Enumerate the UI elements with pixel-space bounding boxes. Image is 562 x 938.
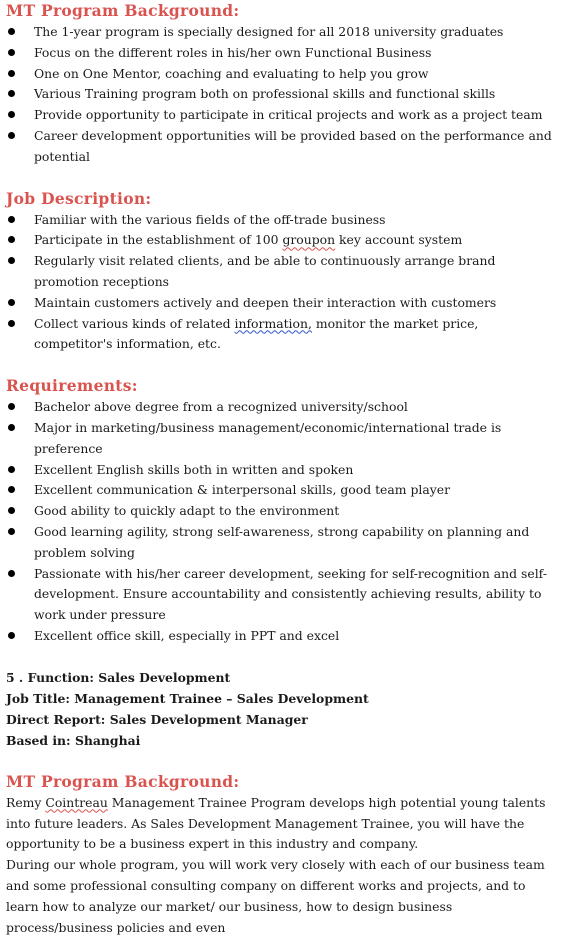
list-item: Excellent English skills both in written and spoken: [0, 460, 562, 481]
list-item: Various Training program both on professional skills and functional skills: [0, 84, 562, 105]
program-paragraph-2: During our whole program, you will work very closely with each of our business team and some professional consulting company on different works and projects, and to learn how to analyze our market/ our business, how to design business process/business policies and even: [6, 857, 545, 935]
list-item: Career development opportunities will be provided based on the performance and potential: [0, 126, 562, 168]
list-item: Focus on the different roles in his/her own Functional Business: [0, 43, 562, 64]
list-item: Major in marketing/business management/economic/international trade is preference: [0, 418, 562, 460]
direct-report-line: Direct Report: Sales Development Manager: [6, 711, 308, 727]
bullet-icon: [8, 257, 15, 264]
mt-program-heading-2: MT Program Background:: [6, 771, 240, 791]
based-in-line: Based in: Shanghai: [6, 732, 141, 748]
list-item: The 1-year program is specially designed for all 2018 university graduates: [0, 22, 562, 43]
job-title-line: Job Title: Management Trainee – Sales Development: [6, 690, 369, 706]
function-line: 5 . Function: Sales Development: [6, 669, 231, 685]
list-item: Passionate with his/her career development, seeking for self-recognition and self-development. Ensure accountability and consistently achieving results, ability to work under pressure: [0, 564, 562, 626]
mt-program-heading: MT Program Background:: [6, 1, 240, 20]
bullet-icon: [8, 466, 15, 473]
program-paragraph-1: Remy Cointreau Management Trainee Program develops high potential young talents into future leaders. As Sales Development Management Trainee, you will have the opportunity to be a business expert in this industry and company.: [6, 794, 546, 852]
bullet-icon: [8, 528, 15, 535]
list-item: Good ability to quickly adapt to the environment: [0, 501, 562, 522]
bullet-icon: [8, 570, 15, 577]
bullet-icon: [8, 403, 15, 410]
list-item: Bachelor above degree from a recognized university/school: [0, 397, 562, 418]
list-item: Participate in the establishment of 100 groupon key account system: [0, 230, 562, 251]
list-item: Provide opportunity to participate in critical projects and work as a project team: [0, 105, 562, 126]
bullet-icon: [8, 216, 15, 223]
grammar-check-word: information,: [234, 315, 312, 331]
bullet-icon: [8, 424, 15, 431]
spellcheck-word: groupon: [282, 232, 336, 248]
bullet-icon: [8, 49, 15, 56]
list-item: Regularly visit related clients, and be able to continuously arrange brand promotion receptions: [0, 251, 562, 293]
requirements-heading: Requirements:: [6, 376, 138, 396]
job-description-heading: Job Description:: [6, 188, 152, 208]
bullet-icon: [8, 507, 15, 514]
list-item: Excellent office skill, especially in PPT and excel: [0, 626, 562, 647]
bullet-icon: [8, 132, 15, 139]
bullet-icon: [8, 111, 15, 118]
mt-program-bullet-list: [0, 22, 562, 168]
bullet-icon: [8, 486, 15, 493]
job-description-bullet-list: [0, 210, 562, 356]
bullet-icon: [8, 90, 15, 97]
bullet-icon: [8, 320, 15, 327]
list-item: Good learning agility, strong self-awareness, strong capability on planning and problem solving: [0, 522, 562, 564]
bullet-icon: [8, 28, 15, 35]
bullet-icon: [8, 70, 15, 77]
requirements-bullet-list: [0, 397, 562, 647]
spellcheck-word: Cointreau: [45, 794, 108, 810]
list-item: Maintain customers actively and deepen their interaction with customers: [0, 293, 562, 314]
bullet-icon: [8, 236, 15, 243]
list-item: Excellent communication & interpersonal skills, good team player: [0, 480, 562, 501]
bullet-icon: [8, 299, 15, 306]
bullet-icon: [8, 632, 15, 639]
list-item: Collect various kinds of related information, monitor the market price, competitor's information, etc.: [0, 314, 562, 356]
list-item: Familiar with the various fields of the off-trade business: [0, 210, 562, 231]
list-item: One on One Mentor, coaching and evaluating to help you grow: [0, 64, 562, 85]
